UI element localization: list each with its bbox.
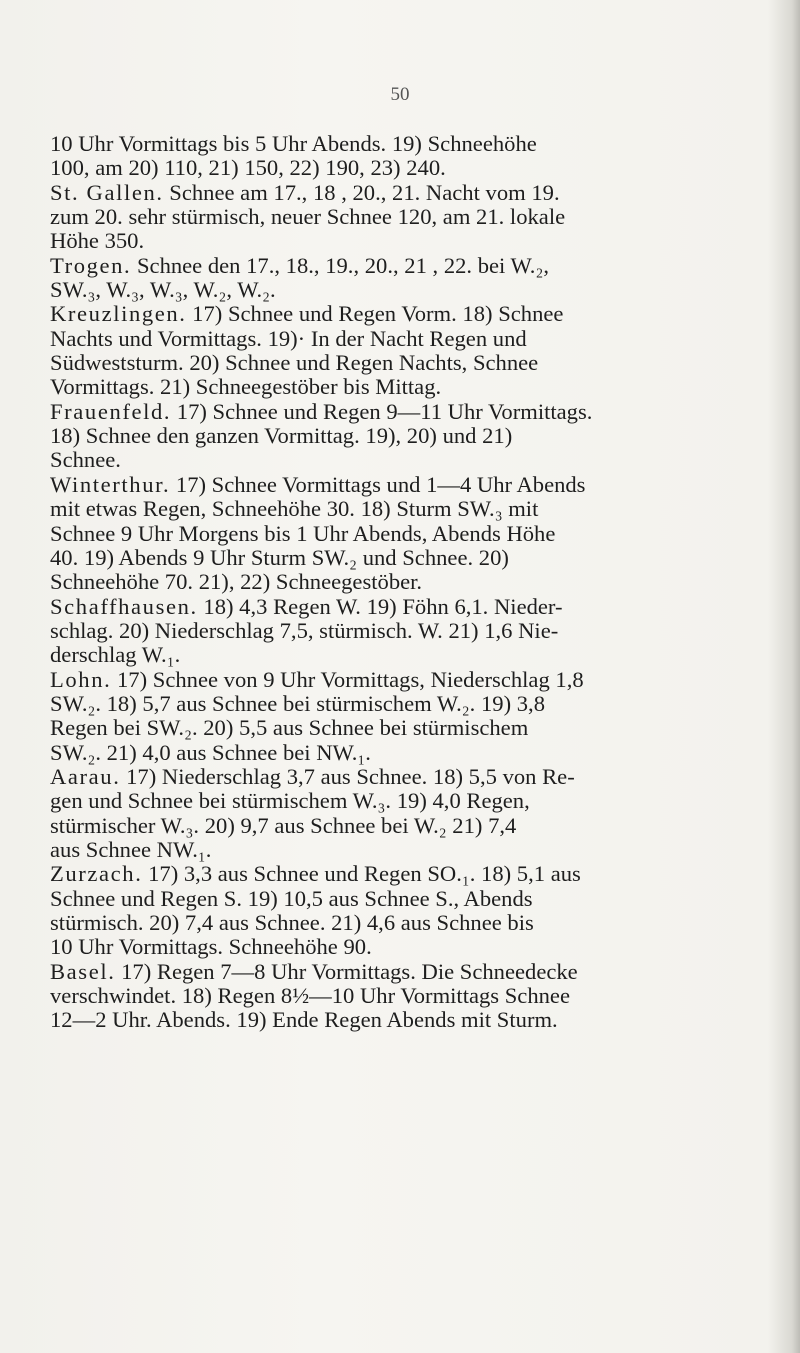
place-name: Kreuzlingen.	[50, 301, 187, 327]
place-name: Lohn.	[50, 666, 112, 692]
text-line	[50, 861, 770, 887]
text-line	[50, 910, 770, 935]
text-line	[50, 520, 770, 546]
text-line	[50, 228, 770, 254]
text-line	[50, 325, 770, 351]
line-text: 18) Schnee den ganzen Vormittag. 19), 20) und 21)	[50, 423, 513, 449]
line-text: 10 Uhr Vormittags. Schneehöhe 90.	[50, 934, 372, 960]
weather-entry	[50, 302, 770, 399]
line-text: Südweststurm. 20) Schnee und Regen Nachts, Schnee	[50, 350, 539, 376]
text-line	[50, 666, 770, 692]
text-line	[50, 277, 770, 303]
text-line	[50, 617, 770, 643]
text-line	[50, 252, 770, 278]
weather-entry	[50, 960, 770, 1033]
line-text: stürmischer W.₃. 20) 9,7 aus Schnee bei W.₂ 21) 7,4	[50, 812, 517, 838]
line-text: 17) Schnee und Regen 9—11 Uhr Vormittags.	[176, 398, 593, 424]
text-line	[50, 569, 770, 595]
line-text: zum 20. sehr stürmisch, neuer Schnee 120, am 21. lokale	[50, 204, 566, 230]
text-line	[50, 812, 770, 838]
text-line	[50, 496, 770, 522]
weather-entry	[50, 181, 770, 254]
weather-entry	[50, 595, 770, 668]
text-line	[50, 642, 770, 668]
place-name: Winterthur.	[50, 471, 171, 497]
text-line	[50, 398, 770, 424]
text-line	[50, 885, 770, 911]
text-line	[50, 690, 770, 716]
text-line	[50, 1007, 770, 1033]
line-text: 17) Schnee Vormittags und 1—4 Uhr Abends	[175, 471, 586, 497]
line-text: aus Schnee NW.₁.	[50, 836, 212, 862]
line-text: 17) Regen 7—8 Uhr Vormittags. Die Schneedecke	[121, 958, 578, 984]
line-text: 17) 3,3 aus Schnee und Regen SO.₁. 18) 5,1 aus	[148, 861, 581, 887]
line-text: Höhe 350.	[50, 228, 145, 254]
line-text: verschwindet. 18) Regen 8½—10 Uhr Vormittags Schnee	[50, 983, 570, 1009]
line-text: 40. 19) Abends 9 Uhr Sturm SW.₂ und Schnee. 20)	[50, 544, 509, 570]
text-line	[50, 739, 770, 765]
line-text: derschlag W.₁.	[50, 642, 181, 668]
text-line	[50, 301, 770, 327]
place-name: Zurzach.	[50, 861, 143, 887]
page-number: 50	[390, 84, 410, 105]
text-line	[50, 763, 770, 789]
place-name: Basel.	[50, 958, 116, 984]
line-text: 100, am 20) 110, 21) 150, 22) 190, 23) 240.	[50, 155, 446, 181]
line-text: schlag. 20) Niederschlag 7,5, stürmisch. W. 21) 1,6 Nie-	[50, 617, 559, 643]
text-line	[50, 958, 770, 984]
line-text: stürmisch. 20) 7,4 aus Schnee. 21) 4,6 aus Schnee bis	[50, 910, 534, 935]
line-text: 10 Uhr Vormittags bis 5 Uhr Abends. 19) Schneehöhe	[50, 131, 537, 156]
weather-entry	[50, 862, 770, 959]
place-name: St. Gallen.	[50, 179, 164, 205]
line-text: Vormittags. 21) Schneegestöber bis Mittag.	[50, 374, 442, 400]
place-name: Aarau.	[50, 763, 121, 789]
place-name: Frauenfeld.	[50, 398, 172, 424]
line-text: SW.₂. 18) 5,7 aus Schnee bei stürmischem W.₂. 19) 3,8	[50, 690, 545, 716]
line-text: Schneehöhe 70. 21), 22) Schneegestöber.	[50, 569, 423, 595]
text-line	[50, 423, 770, 449]
line-text: Schnee den 17., 18., 19., 20., 21 , 22. bei W.₂,	[136, 252, 549, 278]
text-line	[50, 350, 770, 376]
line-text: Schnee und Regen S. 19) 10,5 aus Schnee S., Abends	[50, 885, 533, 911]
line-text: gen und Schnee bei stürmischem W.₃. 19) 4,0 Regen,	[50, 788, 530, 814]
weather-entry	[50, 668, 770, 765]
line-text: 18) 4,3 Regen W. 19) Föhn 6,1. Nieder-	[203, 593, 563, 619]
line-text: Schnee 9 Uhr Morgens bis 1 Uhr Abends, Abends Höhe	[50, 520, 556, 546]
place-name: Schaffhausen.	[50, 593, 198, 619]
text-line	[50, 715, 770, 741]
line-text: 17) Schnee von 9 Uhr Vormittags, Niederschlag 1,8	[117, 666, 584, 692]
text-line	[50, 983, 770, 1009]
text-line	[50, 836, 770, 862]
line-text: 17) Niederschlag 3,7 aus Schnee. 18) 5,5 von Re-	[126, 763, 575, 789]
line-text: SW.₂. 21) 4,0 aus Schnee bei NW.₁.	[50, 739, 371, 765]
line-text: SW.₃, W.₃, W.₃, W.₂, W.₂.	[50, 277, 276, 303]
line-text: Regen bei SW.₂. 20) 5,5 aus Schnee bei stürmischem	[50, 715, 529, 741]
text-line	[50, 788, 770, 814]
body-text	[50, 132, 770, 1033]
text-line	[50, 374, 770, 400]
text-line	[50, 934, 770, 960]
line-text: 17) Schnee und Regen Vorm. 18) Schnee	[192, 301, 564, 327]
weather-entry	[50, 132, 770, 181]
weather-entry	[50, 765, 770, 862]
text-line	[50, 544, 770, 570]
place-name: Trogen.	[50, 252, 132, 278]
text-line	[50, 155, 770, 181]
weather-entry	[50, 254, 770, 303]
weather-entry	[50, 473, 770, 595]
text-line	[50, 593, 770, 619]
text-line	[50, 447, 770, 473]
line-text: Nachts und Vormittags. 19)· In der Nacht Regen und	[50, 325, 527, 351]
line-text: Schnee am 17., 18 , 20., 21. Nacht vom 19.	[169, 179, 560, 205]
text-line	[50, 179, 770, 205]
line-text: 12—2 Uhr. Abends. 19) Ende Regen Abends mit Sturm.	[50, 1007, 558, 1033]
weather-entry	[50, 400, 770, 473]
text-line	[50, 471, 770, 497]
text-line	[50, 204, 770, 230]
text-line	[50, 131, 770, 156]
line-text: Schnee.	[50, 447, 121, 473]
line-text: mit etwas Regen, Schneehöhe 30. 18) Sturm SW.₃ mit	[50, 496, 539, 522]
